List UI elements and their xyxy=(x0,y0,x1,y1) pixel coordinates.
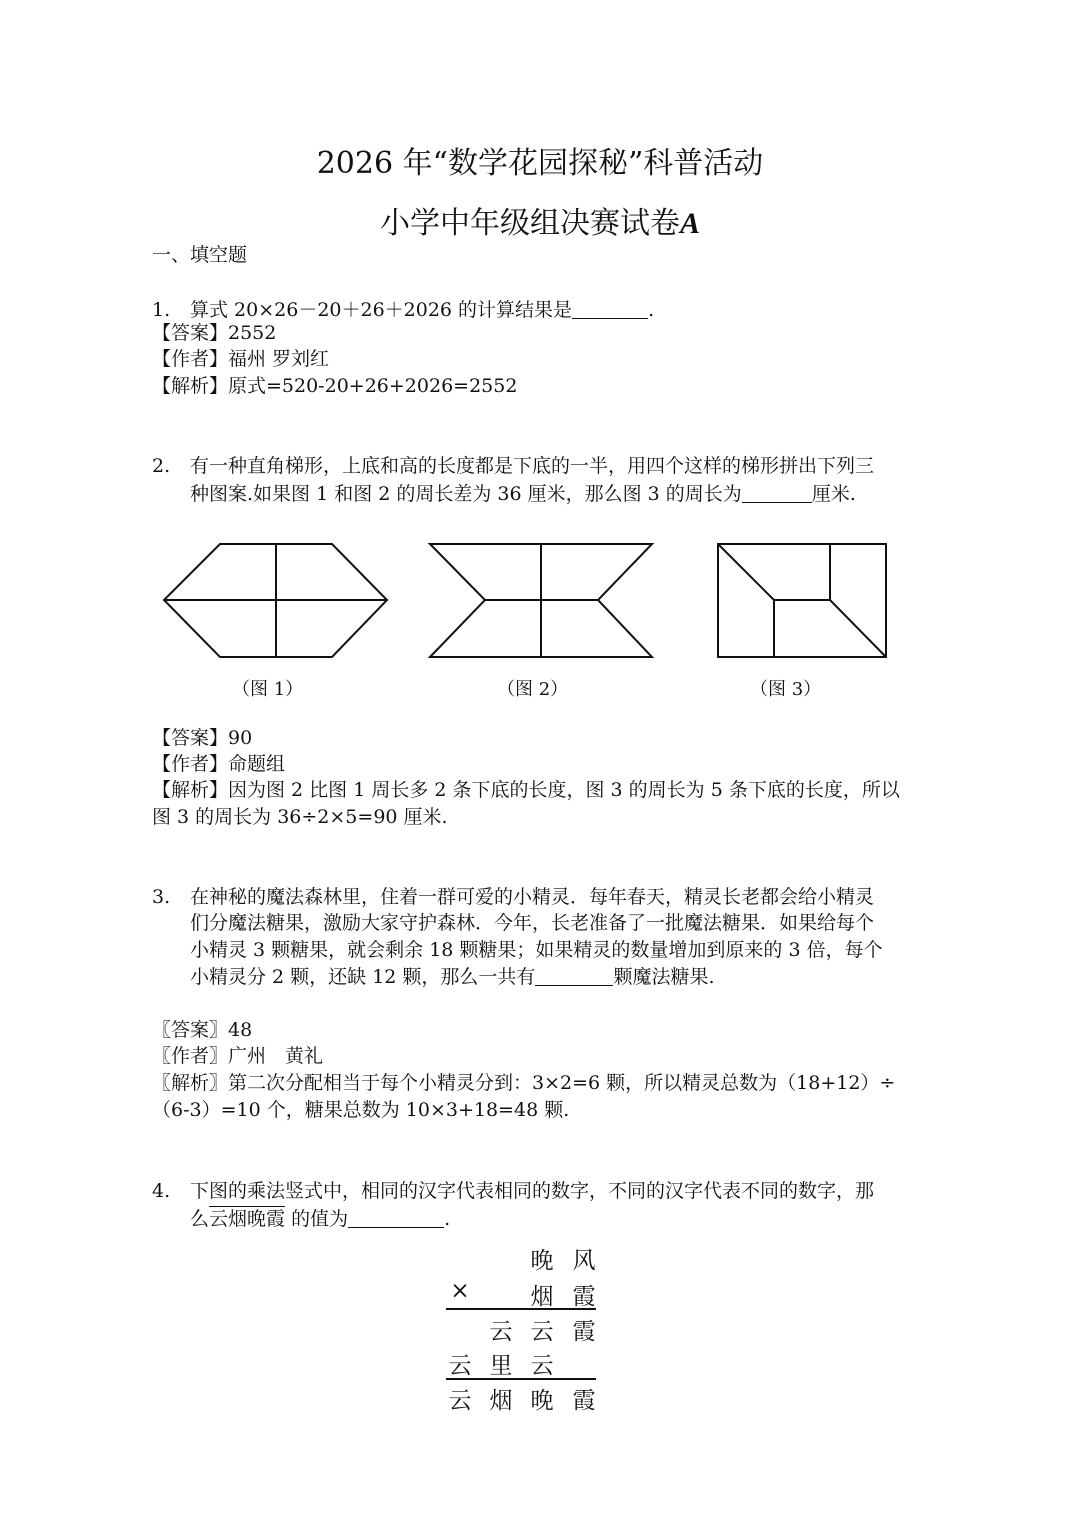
q2-answer: 【答案】90 xyxy=(152,727,253,749)
q1-author: 【作者】福州 罗刘红 xyxy=(152,348,330,370)
q3-blank xyxy=(535,965,613,986)
q1-answer: 【答案】2552 xyxy=(152,322,277,344)
q4-target-number: 云烟晚霞 xyxy=(209,1208,286,1230)
figure-3 xyxy=(716,542,888,662)
digit-yun-3: 云 xyxy=(448,1353,472,1379)
q4-line2-prefix: 么 xyxy=(190,1208,210,1230)
digit-xia-2: 霞 xyxy=(572,1319,596,1345)
figure-1 xyxy=(162,542,392,662)
q2-analysis-line2: 图 3 的周长为 36÷2×5=90 厘米. xyxy=(152,806,448,828)
fig3-diagonal-left xyxy=(718,544,774,600)
digit-yan-2: 烟 xyxy=(489,1388,513,1414)
rule-2 xyxy=(446,1377,596,1381)
q3-line3: 小精灵 3 颗糖果，就会剩余 18 颗糖果；如果精灵的数量增加到原来的 3 倍，每个 xyxy=(190,939,883,961)
digit-feng: 风 xyxy=(572,1248,596,1274)
digit-wan-2: 晚 xyxy=(530,1388,554,1414)
q1-text: 算式 20×26－20＋26＋2026 的计算结果是 xyxy=(190,299,573,321)
q4-number: 4. xyxy=(152,1180,171,1202)
q3-line4-text: 小精灵分 2 颗，还缺 12 颗，那么一共有 xyxy=(190,966,536,988)
digit-wan-1: 晚 xyxy=(530,1248,554,1274)
q1-analysis: 【解析】原式=520-20+26+2026=2552 xyxy=(152,375,518,397)
subtitle-text: 小学中年级组决赛试卷 xyxy=(379,206,680,241)
q2-analysis-line1: 【解析】因为图 2 比图 1 周长多 2 条下底的长度，图 3 的周长为 5 条下底的长度，所以 xyxy=(152,779,900,801)
section-heading: 一、填空题 xyxy=(152,244,248,266)
digit-yun-2: 云 xyxy=(530,1319,554,1345)
q2-author: 【作者】命题组 xyxy=(152,753,286,775)
digit-li: 里 xyxy=(489,1353,513,1379)
q4-blank xyxy=(348,1207,444,1228)
q2-blank xyxy=(742,482,812,503)
q2-line2-unit: 厘米. xyxy=(811,483,856,505)
q3-analysis-line1: 〖解析〗第二次分配相当于每个小精灵分到：3×2=6 颗，所以精灵总数为（18+12）÷ xyxy=(152,1072,896,1094)
q4-line2-end: . xyxy=(444,1208,451,1230)
fig2-caption: （图 2） xyxy=(497,679,569,700)
q3-number: 3. xyxy=(152,886,171,908)
page-subtitle xyxy=(0,198,1080,242)
fig1-caption: （图 1） xyxy=(232,679,304,700)
q3-line4 xyxy=(190,964,714,990)
q3-line2: 们分魔法糖果，激励大家守护森林．今年，长老准备了一批魔法糖果．如果给每个 xyxy=(190,912,875,934)
times-sign: × xyxy=(450,1278,470,1304)
q3-line1: 在神秘的魔法森林里，住着一群可爱的小精灵．每年春天，精灵长老都会给小精灵 xyxy=(190,886,875,908)
q2-line1: 有一种直角梯形，上底和高的长度都是下底的一半，用四个这样的梯形拼出下列三 xyxy=(190,455,875,477)
q2-number: 2. xyxy=(152,455,171,477)
q4-line2-text: 的值为 xyxy=(291,1208,349,1230)
digit-yan-1: 烟 xyxy=(530,1284,554,1310)
q2-line2-text: 种图案.如果图 1 和图 2 的周长差为 36 厘米，那么图 3 的周长为 xyxy=(190,483,742,505)
q3-line4-unit: 颗魔法糖果. xyxy=(613,966,715,988)
page-title xyxy=(0,138,1080,182)
digit-yun-1: 云 xyxy=(489,1319,513,1345)
q1-number: 1. xyxy=(152,299,171,321)
digit-yun-5: 云 xyxy=(448,1388,472,1414)
q3-answer: 〖答案〗48 xyxy=(152,1019,253,1041)
q4-line2 xyxy=(190,1206,450,1232)
fig3-diagonal-right xyxy=(830,600,886,657)
q3-analysis-line2: （6-3）=10 个，糖果总数为 10×3+18=48 颗. xyxy=(152,1099,570,1121)
digit-xia-3: 霞 xyxy=(572,1388,596,1414)
q4-line1: 下图的乘法竖式中，相同的汉字代表相同的数字，不同的汉字代表不同的数字，那 xyxy=(190,1180,875,1202)
paper-version: A xyxy=(679,207,700,240)
title-line1: 2026 年“数学花园探秘”科普活动 xyxy=(316,146,764,181)
digit-xia-1: 霞 xyxy=(572,1284,596,1310)
rule-1 xyxy=(446,1307,596,1311)
figure-2 xyxy=(428,542,658,662)
q3-author: 〖作者〗广州 黄礼 xyxy=(152,1045,324,1067)
digit-yun-4: 云 xyxy=(530,1353,554,1379)
q2-line2 xyxy=(190,481,856,507)
q1-end: . xyxy=(648,299,655,321)
fig3-caption: （图 3） xyxy=(750,679,822,700)
q1-blank xyxy=(572,298,648,319)
